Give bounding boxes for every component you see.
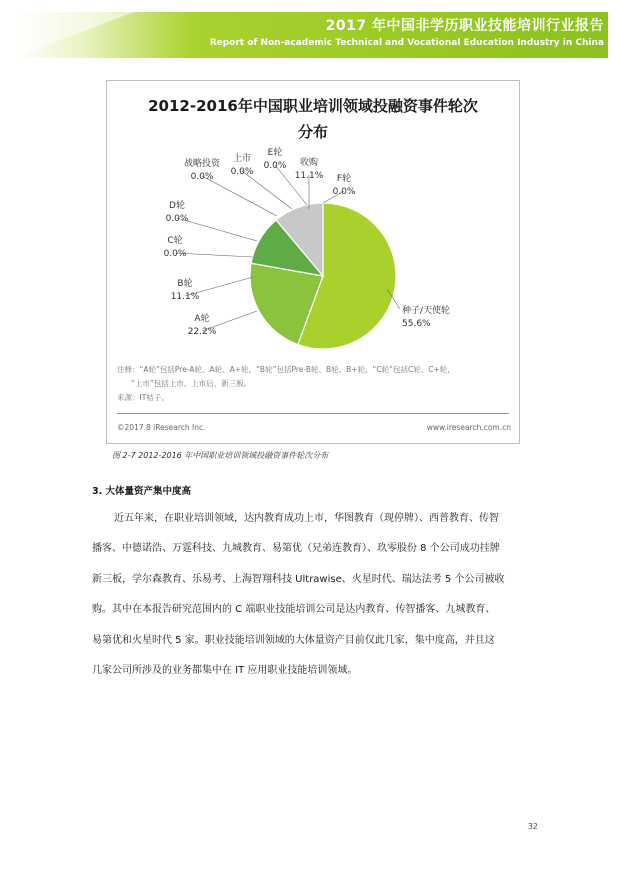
pie-label-name-1: A轮	[194, 314, 210, 324]
pie-label-value-5: 0.0%	[190, 172, 214, 182]
paragraph-line: 近五年来，在职业培训领域，达内教育成功上市，华图教育（现停牌）、西普教育、传智	[114, 513, 499, 524]
pie-label-name-2: B轮	[177, 279, 193, 289]
chart-website: www.iresearch.com.cn	[426, 423, 511, 432]
pie-leader-line-5	[202, 176, 277, 216]
pie-label-value-6: 0.0%	[230, 167, 254, 177]
report-subtitle: Report of Non-academic Technical and Vocational Education Industry in China	[209, 38, 604, 48]
body-paragraph	[92, 510, 532, 692]
chart-frame	[106, 80, 520, 444]
chart-copyright: ©2017.8 iResearch Inc.	[117, 423, 206, 432]
pie-label-name-5: 战略投资	[183, 159, 221, 169]
pie-label-value-9: 0.0%	[332, 187, 356, 197]
chart-title-line2: 分布	[297, 123, 328, 141]
pie-label-name-9: F轮	[336, 174, 352, 184]
paragraph-line: 新三板，学尔森教育、乐易考、上海智翔科技 Ultrawise、火星时代、瑞达法考 5 个公司被收	[92, 573, 505, 585]
pie-label-value-1: 22.2%	[187, 327, 217, 337]
figure-caption: 图 2-7 2012-2016 年中国职业培训领域投融资事件轮次分布	[112, 451, 329, 460]
pie-label-value-8: 11.1%	[294, 171, 324, 181]
pie-label-value-4: 0.0%	[165, 214, 189, 224]
report-header	[0, 0, 620, 62]
pie-leader-line-3	[175, 253, 253, 257]
pie-label-name-4: D轮	[169, 201, 185, 211]
pie-label-value-0: 55.6%	[402, 319, 431, 329]
chart-source: 来源：IT桔子。	[117, 393, 169, 402]
paragraph-line: 易第优和火星时代 5 家。职业技能培训领域的大体量资产目前仅此几家，集中度高，并且这	[92, 634, 495, 646]
chart-title-line1: 2012-2016年中国职业培训领域投融资事件轮次	[148, 97, 478, 115]
pie-label-value-3: 0.0%	[163, 249, 187, 259]
pie-label-value-7: 0.0%	[263, 161, 287, 171]
page-number: 32	[527, 822, 538, 831]
pie-label-name-0: 种子/天使轮	[402, 306, 451, 316]
paragraph-line: 播客、中德诺浩、万霆科技、九城教育、易第优（兄弟连教育）、玖零股份 8 个公司成功挂牌	[92, 543, 500, 555]
paragraph-line: 几家公司所涉及的业务都集中在 IT 应用职业技能培训领域。	[92, 664, 358, 676]
pie-chart	[107, 81, 519, 363]
pie-label-value-2: 11.1%	[170, 292, 200, 302]
pie-label-name-3: C轮	[167, 236, 183, 246]
report-title: 2017 年中国非学历职业技能培训行业报告	[325, 18, 604, 34]
pie-label-name-6: 上市	[232, 154, 252, 164]
chart-note-line1: 注释：“A轮”包括Pre-A轮、A轮、A+轮，“B轮”包括Pre-B轮、B轮、B+轮，“C轮”包括C轮、C+轮，	[117, 365, 455, 374]
header-leaf-decoration	[14, 12, 134, 58]
chart-note-line2: “上市”包括上市、上市后、新三板。	[131, 379, 252, 388]
paragraph-line: 购。其中在本报告研究范围内的 C 端职业技能培训公司是达内教育、传智播客、九城教育、	[92, 604, 496, 616]
pie-label-name-8: 收购	[299, 158, 319, 168]
section-heading: 3. 大体量资产集中度高	[92, 486, 192, 497]
chart-notes	[117, 363, 512, 405]
pie-leader-line-4	[177, 218, 257, 241]
pie-label-name-7: E轮	[267, 148, 283, 158]
chart-divider	[117, 413, 509, 414]
